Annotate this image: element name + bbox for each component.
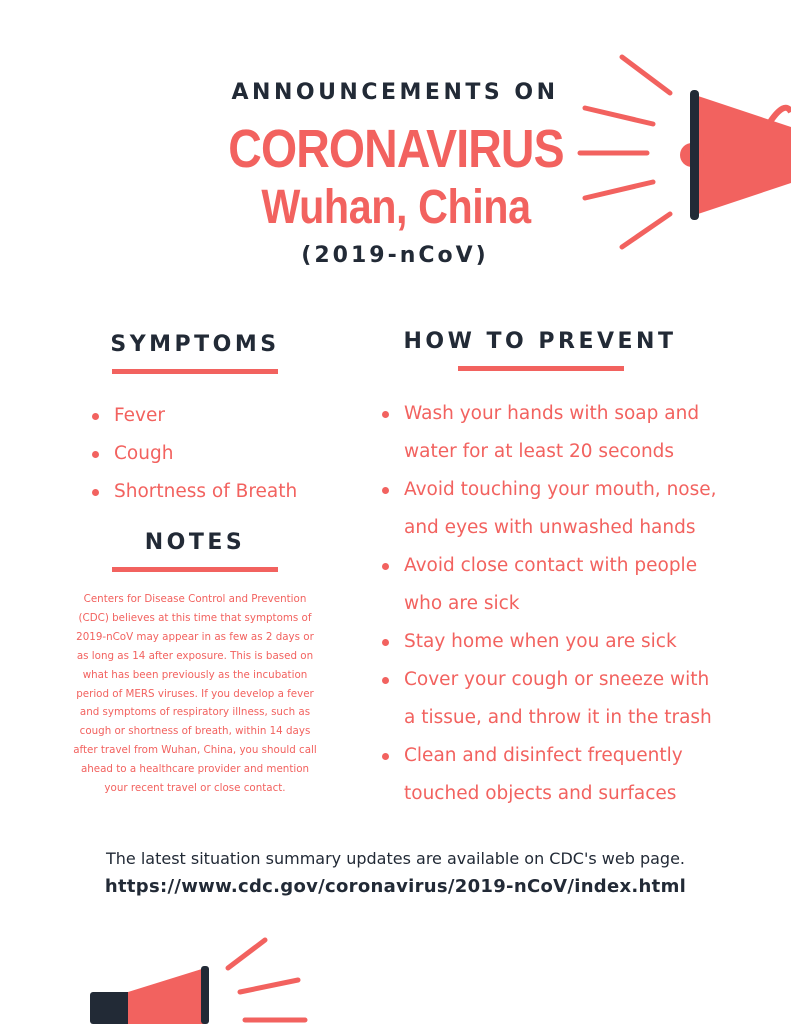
list-item: Avoid close contact with people who are sick — [378, 547, 723, 623]
symptoms-heading: SYMPTOMS — [110, 332, 280, 357]
notes-divider — [112, 567, 278, 572]
symptoms-divider — [112, 369, 278, 374]
list-item: Wash your hands with soap and water for at least 20 seconds — [378, 395, 723, 471]
location-subtitle: Wuhan, China — [261, 181, 531, 234]
header-kicker: ANNOUNCEMENTS ON — [231, 80, 559, 105]
virus-code: (2019-nCoV) — [301, 243, 489, 268]
symptoms-list — [88, 397, 348, 511]
list-item: Stay home when you are sick — [378, 623, 723, 661]
list-item: Fever — [88, 397, 348, 435]
prevent-divider — [458, 366, 624, 371]
list-item: Clean and disinfect frequently touched objects and surfaces — [378, 737, 723, 813]
notes-body: Centers for Disease Control and Prevention (CDC) believes at this time that symptoms of 2019-nCoV may appear in as few as 2 days or as long as 14 after exposure. This is based on what has been previously as the incubation period of MERS viruses. If you develop a fever and symptoms of respiratory illness, such as cough or shortness of breath, within 14 days after travel from Wuhan, China, you should call ahead to a healthcare provider and mention your recent travel or close contact. — [73, 593, 317, 795]
list-item: Cough — [88, 435, 348, 473]
list-item: Cover your cough or sneeze with a tissue, and throw it in the trash — [378, 661, 723, 737]
list-item: Avoid touching your mouth, nose, and eyes with unwashed hands — [378, 471, 723, 547]
prevent-heading: HOW TO PREVENT — [403, 329, 677, 354]
megaphone-icon — [80, 930, 310, 1024]
cdc-link[interactable]: https://www.cdc.gov/coronavirus/2019-nCoV/index.html — [104, 876, 687, 897]
notes-heading: NOTES — [144, 530, 246, 555]
prevent-list — [378, 395, 723, 813]
footer-text: The latest situation summary updates are available on CDC's web page. — [105, 849, 685, 868]
list-item: Shortness of Breath — [88, 473, 348, 511]
megaphone-icon — [570, 40, 791, 270]
page-title: CORONAVIRUS — [228, 119, 564, 179]
